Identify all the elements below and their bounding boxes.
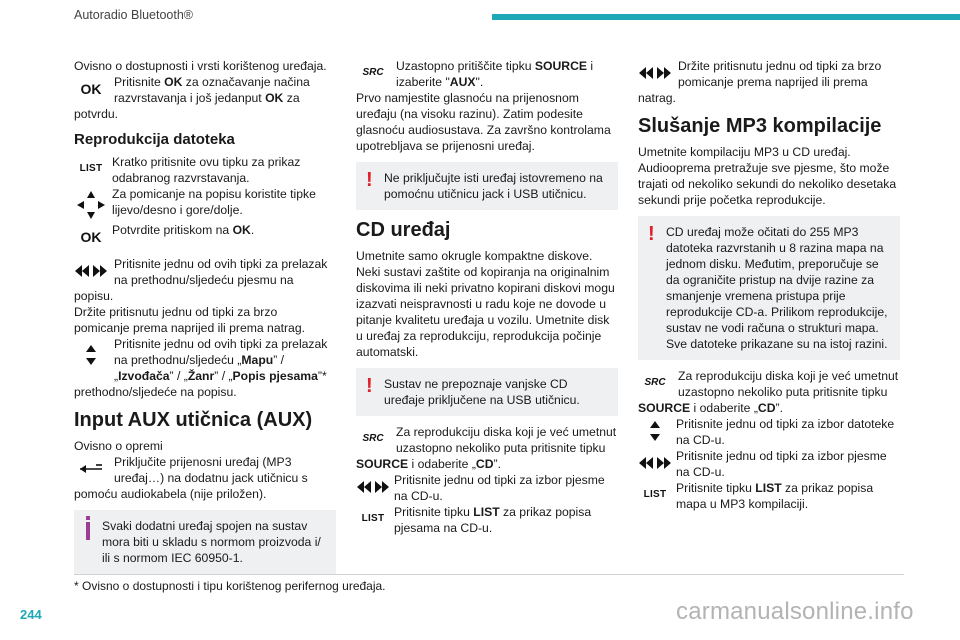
- list-key-icon: LIST: [361, 513, 385, 524]
- section-heading-playback: Reprodukcija datoteka: [74, 131, 235, 148]
- column-2: [356, 58, 618, 536]
- prev-next-arrows-icon: [638, 60, 672, 86]
- running-header: Autoradio Bluetooth®: [74, 8, 194, 22]
- folder-skip-instruction: Pritisnite jednu od ovih tipki za prelazak na prethodnu/sljedeću „Mapu” / „Izvođača” / „Žanr” / „Popis pjesama”* prethodno/sljedeće na popisu.: [74, 337, 328, 399]
- mp3-track-instruction: Pritisnite jednu od tipki za izbor pjesme na CD-u.: [638, 448, 900, 480]
- warning-icon: !: [648, 223, 655, 245]
- list-key-instruction: LIST Kratko pritisnite ovu tipku za prikaz odabranog razvrstavanja.: [74, 154, 336, 186]
- src-key-icon: SRC: [362, 433, 384, 444]
- jack-plug-icon: [74, 456, 108, 482]
- page-number: 244: [20, 607, 42, 622]
- info-box: Svaki dodatni uređaj spojen na sustav mora biti u skladu s normom proizvoda i/ ili s normom IEC 60950-1.: [74, 510, 336, 574]
- mp3-file-instruction: Pritisnite jednu od tipki za izbor datoteke na CD-u.: [638, 416, 900, 448]
- warning-icon: !: [366, 375, 373, 397]
- source-cd-instruction: SRC Za reprodukciju diska koji je već umetnut uzastopno nekoliko puta pritisnite tipku SOURCE i odaberite „CD”.: [638, 369, 899, 415]
- prev-next-arrows-icon: [74, 258, 108, 284]
- cd-text: Umetnite samo okrugle kompaktne diskove. Neki sustavi zaštite od kopiranja na originalnim diskovima ili neki privatno kopirani diskovi mogu izazvati neispravnosti u radu koje ne dovode u pitanje kvalitetu uređaja u vozilu. Umetnite disk u uređaj za reprodukciju, reprodukcija počinje automatski.: [356, 249, 615, 359]
- fast-seek-text: Držite pritisnutu jednu od tipki za brzo pomicanje prema naprijed ili prema natrag.: [74, 305, 306, 335]
- info-icon: [86, 516, 90, 520]
- aux-instruction: Priključite prijenosni uređaj (MP3 uređaj…) na dodatnu jack utičnicu s pomoću audiokabela (nije priložen).: [74, 455, 308, 501]
- list-key-icon: LIST: [643, 489, 667, 500]
- track-skip-instruction: Pritisnite jednu od ovih tipki za prelazak na prethodnu/sljedeću pjesmu na popisu.: [74, 257, 328, 303]
- warning-box-mp3-limits: ! CD uređaj može očitati do 255 MP3 datoteka razvrstanih u 8 razina mapa na jednom disku. Međutim, preporučuje se da ograničite pristup na dvije razine za smanjenje vremena pristupa prije reprodukcije CD-a. Prilikom reprodukcije, sustav ne vodi računa o strukturi mapa. Sve datoteke prikazane su na istoj razini.: [638, 216, 900, 360]
- ok-sort-instruction: OK Pritisnite OK za označavanje načina razvrstavanja i još jedanput OK za potvrdu.: [74, 75, 310, 121]
- up-down-arrows-icon: [74, 338, 108, 372]
- four-way-arrows-icon: [74, 188, 108, 222]
- column-1: [74, 58, 336, 582]
- volume-text: Prvo namjestite glasnoću na prijenosnom uređaju (na visoku razinu). Zatim podesite glasnoću audiosustava. Za završno kontrolama upotrebljava se prijenosni uređaj.: [356, 91, 611, 153]
- mp3-list-instruction: LIST Pritisnite tipku LIST za prikaz popisa mapa u MP3 kompilaciji.: [638, 480, 900, 512]
- mp3-text: Umetnite kompilaciju MP3 u CD uređaj. Audiooprema pretražuje sve pjesme, što može trajati od nekoliko sekundi do nekoliko desetaka sekundi prije početka reprodukcije.: [638, 145, 897, 207]
- section-heading-aux: Input AUX utičnica (AUX): [74, 409, 313, 431]
- arrow-keys-instruction: Za pomicanje na popisu koristite tipke lijevo/desno i gore/dolje.: [74, 186, 336, 222]
- cd-list-instruction: LIST Pritisnite tipku LIST za prikaz popisa pjesama na CD-u.: [356, 504, 618, 536]
- header-accent-bar: [492, 14, 960, 20]
- src-key-icon: SRC: [362, 67, 384, 78]
- prev-next-arrows-icon: [638, 450, 672, 476]
- up-down-arrows-icon: [638, 418, 672, 444]
- column-3: [638, 58, 900, 512]
- fast-seek-instruction: Držite pritisnutu jednu od tipki za brzo pomicanje prema naprijed ili prema natrag.: [638, 59, 882, 105]
- ok-key-icon: OK: [80, 229, 102, 245]
- footnote-divider: [74, 574, 904, 575]
- prev-next-arrows-icon: [356, 474, 390, 500]
- src-key-icon: SRC: [644, 377, 666, 388]
- warning-box-jack-usb: ! Ne priključujte isti uređaj istovremeno na pomoćnu utičnicu jack i USB utičnicu.: [356, 162, 618, 210]
- section-heading-cd: CD uređaj: [356, 219, 451, 241]
- aux-intro: Ovisno o opremi: [74, 439, 163, 453]
- cd-track-instruction: Pritisnite jednu od tipki za izbor pjesme na CD-u.: [356, 472, 618, 504]
- section-heading-mp3: Slušanje MP3 kompilacije: [638, 115, 882, 137]
- ok-confirm-instruction: OK Potvrdite pritiskom na OK.: [74, 222, 336, 250]
- warning-icon: !: [366, 169, 373, 191]
- intro-text: Ovisno o dostupnosti i vrsti korištenog uređaja.: [74, 59, 327, 73]
- source-cd-instruction: SRC Za reprodukciju diska koji je već umetnut uzastopno nekoliko puta pritisnite tipku SOURCE i odaberite „CD”.: [356, 425, 617, 471]
- source-aux-instruction: SRC Uzastopno pritiščite tipku SOURCE i izaberite "AUX".: [356, 58, 618, 90]
- list-key-icon: LIST: [79, 163, 103, 174]
- ok-key-icon: OK: [80, 81, 102, 97]
- warning-box-external-cd: ! Sustav ne prepoznaje vanjske CD uređaje priključene na USB utičnicu.: [356, 368, 618, 416]
- watermark: carmanualsonline.info: [676, 598, 914, 625]
- footnote: * Ovisno o dostupnosti i tipu korištenog perifernog uređaja.: [74, 579, 386, 593]
